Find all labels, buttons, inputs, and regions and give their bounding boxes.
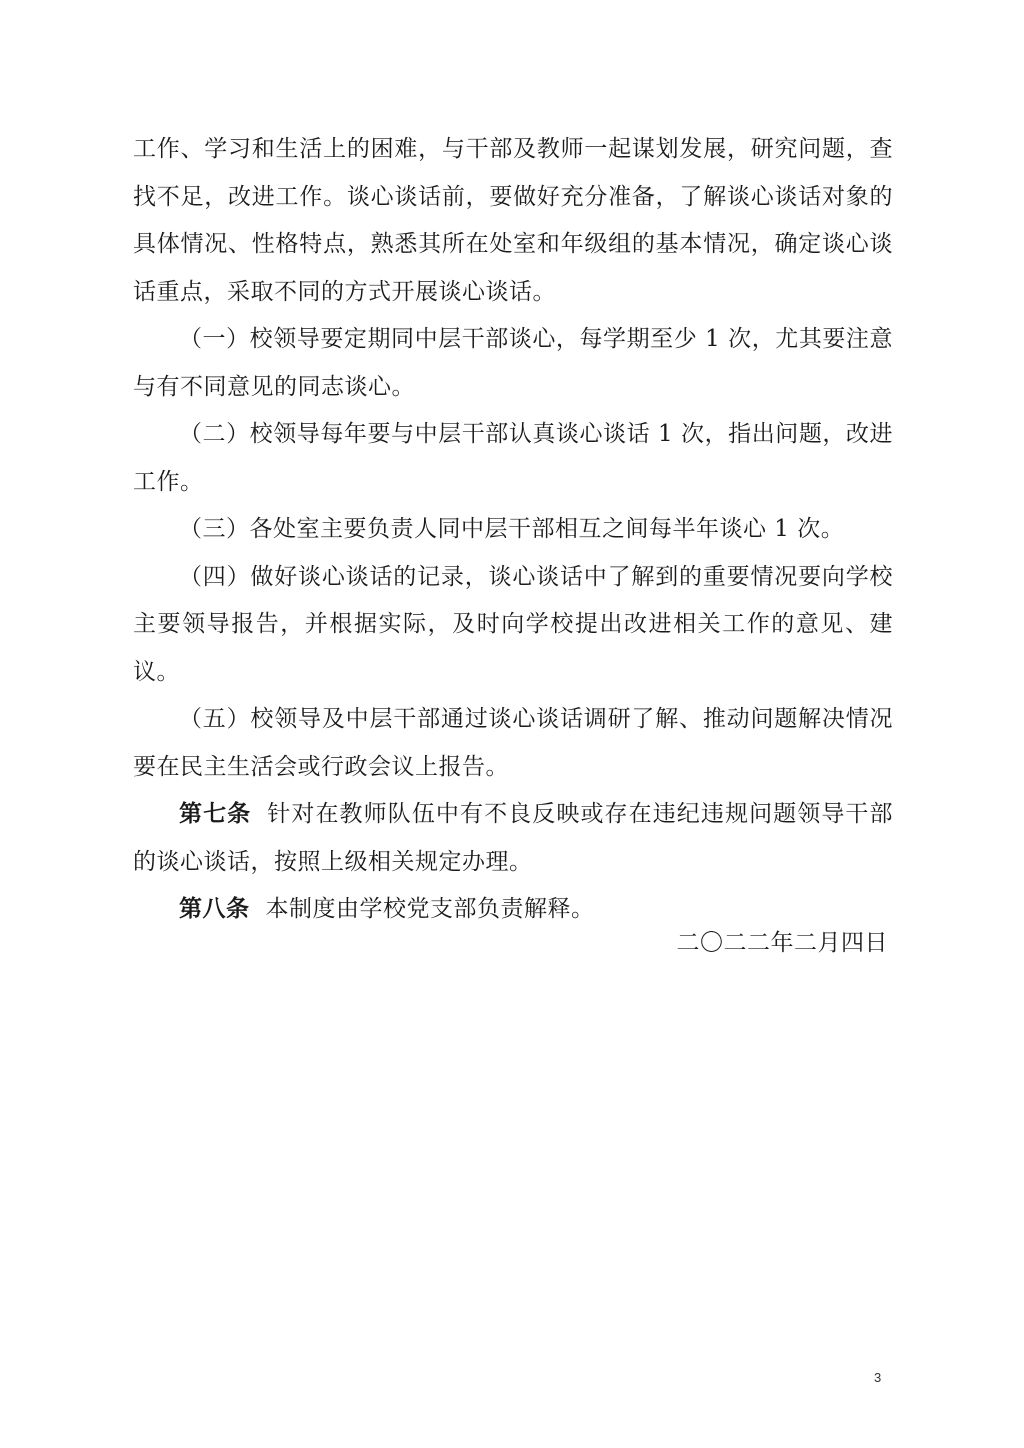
paragraph-item-4: （四）做好谈心谈话的记录，谈心谈话中了解到的重要情况要向学校主要领导报告，并根据实际，及时向学校提出改进相关工作的意见、建议。 bbox=[133, 563, 893, 685]
page-number: 3 bbox=[874, 1370, 882, 1385]
paragraph-continuation: 工作、学习和生活上的困难，与干部及教师一起谋划发展，研究问题，查找不足，改进工作。谈心谈话前，要做好充分准备，了解谈心谈话对象的具体情况、性格特点，熟悉其所在处室和年级组的基本情况，确定谈心谈话重点，采取不同的方式开展谈心谈话。 bbox=[133, 136, 893, 305]
paragraph-item-2: （二）校领导每年要与中层干部认真谈心谈话 1 次，指出问题，改进工作。 bbox=[133, 421, 893, 495]
article-7-heading: 第七条 bbox=[179, 801, 252, 827]
article-8-text: 本制度由学校党支部负责解释。 bbox=[265, 896, 595, 922]
document-body bbox=[133, 126, 893, 934]
document-date: 二〇二二年二月四日 bbox=[676, 930, 888, 956]
article-7 bbox=[133, 791, 893, 886]
paragraph-item-5: （五）校领导及中层干部通过谈心谈话调研了解、推动问题解决情况要在民主生活会或行政会议上报告。 bbox=[133, 706, 893, 780]
paragraph-item-1: （一）校领导要定期同中层干部谈心，每学期至少 1 次，尤其要注意与有不同意见的同志谈心。 bbox=[133, 326, 893, 400]
article-7-text: 针对在教师队伍中有不良反映或存在违纪违规问题领导干部的谈心谈话，按照上级相关规定办理。 bbox=[133, 801, 894, 875]
paragraph-item-3: （三）各处室主要负责人同中层干部相互之间每半年谈心 1 次。 bbox=[179, 516, 845, 542]
article-8-heading: 第八条 bbox=[179, 896, 250, 922]
